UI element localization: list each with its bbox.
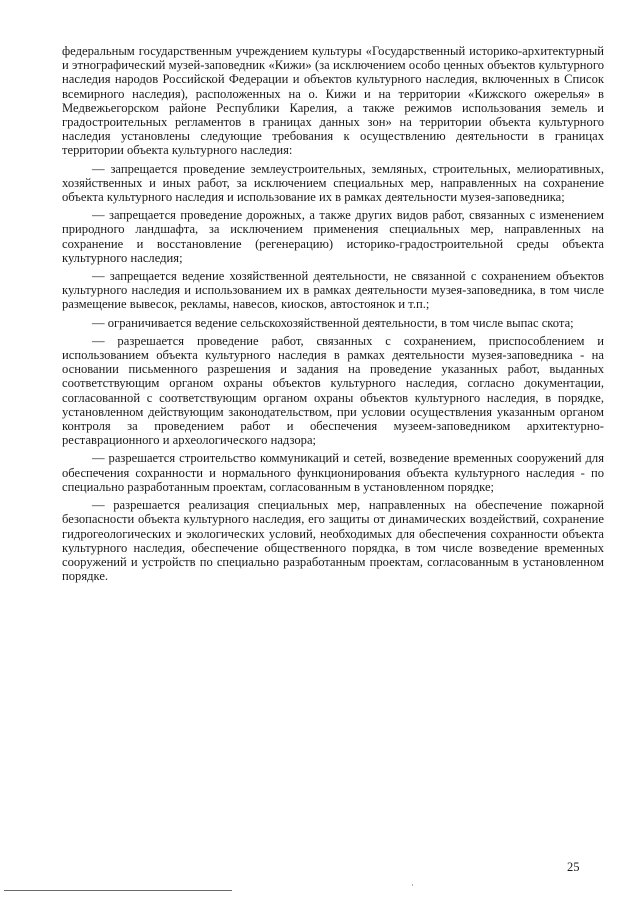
requirement-item: — ограничивается ведение сельскохозяйственной деятельности, в том числе выпас скота; <box>92 315 574 330</box>
page-number: 25 <box>567 860 580 874</box>
scan-speck <box>412 884 413 886</box>
requirement-item: — разрешается реализация специальных мер, направленных на обеспечение пожарной безопасности объекта культурного наследия, его защиты от динамических воздействий, сохранение гидрогеологических и экологических условий, необходимых для обеспечения сохранности объекта культурного наследия, обеспечение общественного порядка, в том числе возведение временных сооружений и устройств по специально разработанным проектам, согласованным в установленном порядке. <box>62 498 604 584</box>
footer-divider <box>4 890 232 891</box>
requirement-item: — запрещается проведение дорожных, а также других видов работ, связанных с изменением природного ландшафта, за исключением применения специальных мер, направленных на сохранение и восстановление (регенерацию) историко-градостроительной среды объекта культурного наследия; <box>62 208 604 265</box>
requirement-item: — запрещается проведение землеустроительных, земляных, строительных, мелиоративных, хозяйственных и иных работ, за исключением специальных мер, направленных на сохранение объекта культурного наследия и использование их в рамках деятельности музея-заповедника; <box>62 161 604 205</box>
intro-paragraph: федеральным государственным учреждением культуры «Государственный историко-архитектурный и этнографический музей-заповедник «Кижи» (за исключением особо ценных объектов культурного наследия народов Российской Федерации и объектов культурного наследия, включенных в Список всемирного наследия), расположенных на о. Кижи и на территории «Кижского ожерелья» в Медвежьегорском районе Республики Карелия, а также режимов использования земель и градостроительных регламентов в границах данных зон» на территории объекта культурного наследия установлены следующие требования к осуществлению деятельности в границах территории объекта культурного наследия: <box>62 44 604 158</box>
requirement-item: — разрешается строительство коммуникаций и сетей, возведение временных сооружений для обеспечения сохранности и нормального функционирования объекта культурного наследия - по специально разработанным проектам, согласованным в установленном порядке; <box>62 451 604 494</box>
document-body <box>62 44 604 583</box>
requirement-item: — запрещается ведение хозяйственной деятельности, не связанной с сохранением объектов культурного наследия и использованием их в рамках деятельности музея-заповедника, в том числе размещение вывесок, рекламы, навесов, киосков, автостоянок и т.п.; <box>62 269 604 312</box>
requirement-item: — разрешается проведение работ, связанных с сохранением, приспособлением и использованием объекта культурного наследия в рамках деятельности музея-заповедника - на основании письменного разрешения и задания на проведение указанных работ, выданных соответствующим органом охраны объектов культурного наследия, согласно документации, согласованной с соответствующим органом охраны объектов культурного наследия, в порядке, установленном действующим законодательством, при условии осуществления указанным органом контроля за проведением работ и обеспечения музеем-заповедником архитектурно-реставрационного и археологического надзора; <box>62 333 604 448</box>
